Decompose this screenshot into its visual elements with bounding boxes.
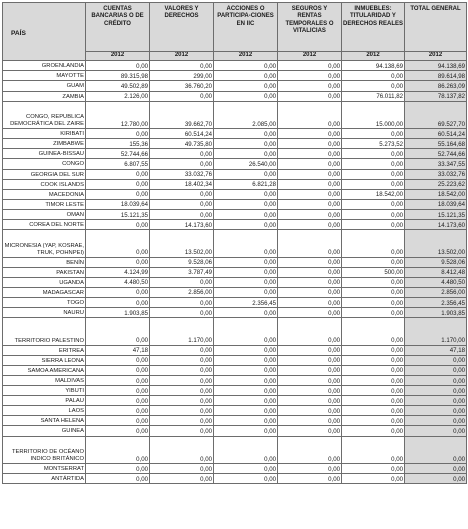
table-row bbox=[3, 365, 467, 375]
total-cell: 89.614,98 bbox=[405, 71, 467, 81]
inmuebles-cell: 0,00 bbox=[342, 209, 405, 219]
seguros-cell: 0,00 bbox=[278, 287, 342, 297]
acciones-cell: 0,00 bbox=[214, 91, 278, 101]
seguros-cell: 0,00 bbox=[278, 91, 342, 101]
inmuebles-cell: 76.011,82 bbox=[342, 91, 405, 101]
acciones-cell: 0,00 bbox=[214, 474, 278, 484]
cuentas-cell: 2.126,00 bbox=[86, 91, 150, 101]
valores-cell: 0,00 bbox=[150, 159, 214, 169]
country-cell: GUAM bbox=[3, 81, 86, 91]
country-cell: MACEDONIA bbox=[3, 189, 86, 199]
inmuebles-cell: 0,00 bbox=[342, 129, 405, 139]
country-cell: MONTSERRAT bbox=[3, 464, 86, 474]
header-row bbox=[3, 3, 467, 52]
valores-cell: 60.514,24 bbox=[150, 129, 214, 139]
table-row bbox=[3, 81, 467, 91]
country-cell: GUINEA-BISSAU bbox=[3, 149, 86, 159]
seguros-cell: 0,00 bbox=[278, 426, 342, 436]
table-row bbox=[3, 91, 467, 101]
seguros-cell: 0,00 bbox=[278, 355, 342, 365]
year-valores: 2012 bbox=[150, 52, 214, 61]
cuentas-cell: 52.744,66 bbox=[86, 149, 150, 159]
country-cell: PALAU bbox=[3, 396, 86, 406]
seguros-cell: 0,00 bbox=[278, 416, 342, 426]
country-cell: ZIMBABWE bbox=[3, 139, 86, 149]
cuentas-cell: 0,00 bbox=[86, 220, 150, 230]
cuentas-cell: 4.480,50 bbox=[86, 277, 150, 287]
year-seguros: 2012 bbox=[278, 52, 342, 61]
total-cell: 0,00 bbox=[405, 436, 467, 464]
table-row bbox=[3, 71, 467, 81]
table-row bbox=[3, 257, 467, 267]
seguros-cell: 0,00 bbox=[278, 169, 342, 179]
valores-cell: 0,00 bbox=[150, 365, 214, 375]
inmuebles-cell: 0,00 bbox=[342, 396, 405, 406]
valores-cell: 0,00 bbox=[150, 209, 214, 219]
acciones-cell: 0,00 bbox=[214, 318, 278, 346]
total-cell: 1.903,85 bbox=[405, 308, 467, 318]
country-cell: GEORGIA DEL SUR bbox=[3, 169, 86, 179]
seguros-cell: 0,00 bbox=[278, 129, 342, 139]
seguros-cell: 0,00 bbox=[278, 318, 342, 346]
seguros-cell: 0,00 bbox=[278, 230, 342, 258]
total-cell: 18.039,64 bbox=[405, 199, 467, 209]
total-cell: 55.164,68 bbox=[405, 139, 467, 149]
total-cell: 18.542,00 bbox=[405, 189, 467, 199]
valores-cell: 18.402,34 bbox=[150, 179, 214, 189]
inmuebles-cell: 94.138,69 bbox=[342, 61, 405, 71]
total-cell: 15.121,35 bbox=[405, 209, 467, 219]
inmuebles-cell: 0,00 bbox=[342, 297, 405, 307]
valores-cell: 0,00 bbox=[150, 189, 214, 199]
total-cell: 0,00 bbox=[405, 406, 467, 416]
country-cell: SIERRA LEONA bbox=[3, 355, 86, 365]
header-seguros: SEGUROS Y RENTAS TEMPORALES O VITALICIAS bbox=[278, 3, 342, 52]
country-cell: GUINEA bbox=[3, 426, 86, 436]
table-row bbox=[3, 396, 467, 406]
cuentas-cell: 0,00 bbox=[86, 406, 150, 416]
table-row bbox=[3, 267, 467, 277]
table-body bbox=[3, 61, 467, 484]
seguros-cell: 0,00 bbox=[278, 149, 342, 159]
total-cell: 69.527,70 bbox=[405, 101, 467, 129]
valores-cell: 0,00 bbox=[150, 464, 214, 474]
total-cell: 0,00 bbox=[405, 386, 467, 396]
total-cell: 78.137,82 bbox=[405, 91, 467, 101]
inmuebles-cell: 0,00 bbox=[342, 375, 405, 385]
acciones-cell: 0,00 bbox=[214, 230, 278, 258]
valores-cell: 49.735,80 bbox=[150, 139, 214, 149]
acciones-cell: 0,00 bbox=[214, 149, 278, 159]
valores-cell: 1.170,00 bbox=[150, 318, 214, 346]
seguros-cell: 0,00 bbox=[278, 375, 342, 385]
inmuebles-cell: 0,00 bbox=[342, 277, 405, 287]
valores-cell: 2.856,00 bbox=[150, 287, 214, 297]
table-row bbox=[3, 308, 467, 318]
seguros-cell: 0,00 bbox=[278, 464, 342, 474]
cuentas-cell: 0,00 bbox=[86, 426, 150, 436]
country-cell: MICRONESIA (YAP, KOSRAE, TRUK, POHNPEI) bbox=[3, 230, 86, 258]
valores-cell: 0,00 bbox=[150, 426, 214, 436]
acciones-cell: 6.821,28 bbox=[214, 179, 278, 189]
cuentas-cell: 18.039,64 bbox=[86, 199, 150, 209]
total-cell: 0,00 bbox=[405, 365, 467, 375]
total-cell: 0,00 bbox=[405, 375, 467, 385]
seguros-cell: 0,00 bbox=[278, 436, 342, 464]
inmuebles-cell: 500,00 bbox=[342, 267, 405, 277]
cuentas-cell: 0,00 bbox=[86, 287, 150, 297]
header-acciones: ACCIONES O PARTICIPA-CIONES EN IIC bbox=[214, 3, 278, 52]
table-row bbox=[3, 386, 467, 396]
inmuebles-cell: 0,00 bbox=[342, 474, 405, 484]
valores-cell: 13.502,00 bbox=[150, 230, 214, 258]
country-cell: SAMOA AMERICANA bbox=[3, 365, 86, 375]
acciones-cell: 0,00 bbox=[214, 436, 278, 464]
acciones-cell: 0,00 bbox=[214, 416, 278, 426]
valores-cell: 0,00 bbox=[150, 297, 214, 307]
acciones-cell: 0,00 bbox=[214, 71, 278, 81]
table-row bbox=[3, 209, 467, 219]
acciones-cell: 0,00 bbox=[214, 464, 278, 474]
table-row bbox=[3, 436, 467, 464]
seguros-cell: 0,00 bbox=[278, 199, 342, 209]
country-cell: MADAGASCAR bbox=[3, 287, 86, 297]
seguros-cell: 0,00 bbox=[278, 406, 342, 416]
cuentas-cell: 15.121,35 bbox=[86, 209, 150, 219]
total-cell: 33.347,55 bbox=[405, 159, 467, 169]
acciones-cell: 0,00 bbox=[214, 406, 278, 416]
valores-cell: 0,00 bbox=[150, 345, 214, 355]
cuentas-cell: 0,00 bbox=[86, 474, 150, 484]
header-cuentas: CUENTAS BANCARIAS O DE CRÉDITO bbox=[86, 3, 150, 52]
valores-cell: 0,00 bbox=[150, 406, 214, 416]
country-cell: ERITREA bbox=[3, 345, 86, 355]
table-row bbox=[3, 159, 467, 169]
seguros-cell: 0,00 bbox=[278, 71, 342, 81]
acciones-cell: 0,00 bbox=[214, 365, 278, 375]
inmuebles-cell: 0,00 bbox=[342, 426, 405, 436]
valores-cell: 0,00 bbox=[150, 277, 214, 287]
inmuebles-cell: 0,00 bbox=[342, 386, 405, 396]
country-cell: YIBUTI bbox=[3, 386, 86, 396]
inmuebles-cell: 18.542,00 bbox=[342, 189, 405, 199]
country-cell: COREA DEL NORTE bbox=[3, 220, 86, 230]
inmuebles-cell: 0,00 bbox=[342, 355, 405, 365]
total-cell: 0,00 bbox=[405, 464, 467, 474]
cuentas-cell: 0,00 bbox=[86, 318, 150, 346]
seguros-cell: 0,00 bbox=[278, 179, 342, 189]
valores-cell: 39.662,70 bbox=[150, 101, 214, 129]
table-row bbox=[3, 101, 467, 129]
seguros-cell: 0,00 bbox=[278, 139, 342, 149]
seguros-cell: 0,00 bbox=[278, 81, 342, 91]
table-row bbox=[3, 426, 467, 436]
header-country: PAÍS bbox=[3, 3, 86, 61]
cuentas-cell: 89.315,98 bbox=[86, 71, 150, 81]
valores-cell: 0,00 bbox=[150, 308, 214, 318]
valores-cell: 0,00 bbox=[150, 375, 214, 385]
cuentas-cell: 0,00 bbox=[86, 169, 150, 179]
country-cell: CONGO bbox=[3, 159, 86, 169]
acciones-cell: 0,00 bbox=[214, 189, 278, 199]
table-row bbox=[3, 287, 467, 297]
total-cell: 14.173,60 bbox=[405, 220, 467, 230]
acciones-cell: 0,00 bbox=[214, 267, 278, 277]
acciones-cell: 0,00 bbox=[214, 257, 278, 267]
valores-cell: 0,00 bbox=[150, 474, 214, 484]
cuentas-cell: 0,00 bbox=[86, 257, 150, 267]
acciones-cell: 0,00 bbox=[214, 220, 278, 230]
cuentas-cell: 0,00 bbox=[86, 189, 150, 199]
valores-cell: 0,00 bbox=[150, 149, 214, 159]
inmuebles-cell: 15.000,00 bbox=[342, 101, 405, 129]
inmuebles-cell: 0,00 bbox=[342, 318, 405, 346]
table-row bbox=[3, 139, 467, 149]
total-cell: 0,00 bbox=[405, 355, 467, 365]
seguros-cell: 0,00 bbox=[278, 209, 342, 219]
cuentas-cell: 0,00 bbox=[86, 297, 150, 307]
inmuebles-cell: 0,00 bbox=[342, 71, 405, 81]
country-cell: PAKISTAN bbox=[3, 267, 86, 277]
total-cell: 0,00 bbox=[405, 416, 467, 426]
seguros-cell: 0,00 bbox=[278, 277, 342, 287]
inmuebles-cell: 0,00 bbox=[342, 416, 405, 426]
table-row bbox=[3, 416, 467, 426]
table-row bbox=[3, 345, 467, 355]
cuentas-cell: 0,00 bbox=[86, 464, 150, 474]
total-cell: 0,00 bbox=[405, 396, 467, 406]
data-table bbox=[2, 2, 467, 484]
table-row bbox=[3, 220, 467, 230]
cuentas-cell: 0,00 bbox=[86, 230, 150, 258]
valores-cell: 299,00 bbox=[150, 71, 214, 81]
acciones-cell: 0,00 bbox=[214, 139, 278, 149]
acciones-cell: 0,00 bbox=[214, 81, 278, 91]
year-inmuebles: 2012 bbox=[342, 52, 405, 61]
country-cell: ANTÁRTIDA bbox=[3, 474, 86, 484]
valores-cell: 3.787,49 bbox=[150, 267, 214, 277]
seguros-cell: 0,00 bbox=[278, 396, 342, 406]
cuentas-cell: 0,00 bbox=[86, 61, 150, 71]
header-valores: VALORES Y DERECHOS bbox=[150, 3, 214, 52]
inmuebles-cell: 0,00 bbox=[342, 464, 405, 474]
table-row bbox=[3, 355, 467, 365]
cuentas-cell: 155,36 bbox=[86, 139, 150, 149]
valores-cell: 0,00 bbox=[150, 61, 214, 71]
cuentas-cell: 0,00 bbox=[86, 436, 150, 464]
table-row bbox=[3, 61, 467, 71]
valores-cell: 0,00 bbox=[150, 386, 214, 396]
header-total: TOTAL GENERAL bbox=[405, 3, 467, 52]
table-header bbox=[3, 3, 467, 61]
inmuebles-cell: 0,00 bbox=[342, 287, 405, 297]
acciones-cell: 0,00 bbox=[214, 277, 278, 287]
total-cell: 52.744,66 bbox=[405, 149, 467, 159]
valores-cell: 0,00 bbox=[150, 199, 214, 209]
seguros-cell: 0,00 bbox=[278, 61, 342, 71]
valores-cell: 0,00 bbox=[150, 355, 214, 365]
inmuebles-cell: 0,00 bbox=[342, 308, 405, 318]
acciones-cell: 2.356,45 bbox=[214, 297, 278, 307]
valores-cell: 9.528,06 bbox=[150, 257, 214, 267]
country-cell: CONGO, REPUBLICA DEMOCRÁTICA DEL ZAIRE bbox=[3, 101, 86, 129]
acciones-cell: 0,00 bbox=[214, 129, 278, 139]
total-cell: 86.263,09 bbox=[405, 81, 467, 91]
total-cell: 25.223,62 bbox=[405, 179, 467, 189]
total-cell: 0,00 bbox=[405, 426, 467, 436]
cuentas-cell: 6.807,55 bbox=[86, 159, 150, 169]
acciones-cell: 0,00 bbox=[214, 209, 278, 219]
inmuebles-cell: 0,00 bbox=[342, 159, 405, 169]
cuentas-cell: 49.502,89 bbox=[86, 81, 150, 91]
seguros-cell: 0,00 bbox=[278, 345, 342, 355]
table-row bbox=[3, 169, 467, 179]
valores-cell: 36.760,20 bbox=[150, 81, 214, 91]
year-total: 2012 bbox=[405, 52, 467, 61]
seguros-cell: 0,00 bbox=[278, 189, 342, 199]
inmuebles-cell: 0,00 bbox=[342, 179, 405, 189]
cuentas-cell: 12.780,00 bbox=[86, 101, 150, 129]
table-row bbox=[3, 277, 467, 287]
total-cell: 8.412,48 bbox=[405, 267, 467, 277]
country-cell: TERRITORIO PALESTINO bbox=[3, 318, 86, 346]
seguros-cell: 0,00 bbox=[278, 101, 342, 129]
valores-cell: 14.173,60 bbox=[150, 220, 214, 230]
inmuebles-cell: 0,00 bbox=[342, 81, 405, 91]
country-cell: ZAMBIA bbox=[3, 91, 86, 101]
country-cell: NAURU bbox=[3, 308, 86, 318]
country-cell: GROENLANDIA bbox=[3, 61, 86, 71]
total-cell: 1.170,00 bbox=[405, 318, 467, 346]
cuentas-cell: 1.903,85 bbox=[86, 308, 150, 318]
cuentas-cell: 0,00 bbox=[86, 396, 150, 406]
total-cell: 94.138,69 bbox=[405, 61, 467, 71]
inmuebles-cell: 0,00 bbox=[342, 169, 405, 179]
cuentas-cell: 0,00 bbox=[86, 129, 150, 139]
country-cell: MAYOTTE bbox=[3, 71, 86, 81]
acciones-cell: 0,00 bbox=[214, 426, 278, 436]
seguros-cell: 0,00 bbox=[278, 386, 342, 396]
country-cell: MALDIVAS bbox=[3, 375, 86, 385]
country-cell: KIRIBATI bbox=[3, 129, 86, 139]
acciones-cell: 0,00 bbox=[214, 308, 278, 318]
cuentas-cell: 0,00 bbox=[86, 386, 150, 396]
seguros-cell: 0,00 bbox=[278, 474, 342, 484]
country-cell: TERRITORIO DE OCÉANO INDICO BRITÁNICO bbox=[3, 436, 86, 464]
country-cell: COOK ISLANDS bbox=[3, 179, 86, 189]
seguros-cell: 0,00 bbox=[278, 159, 342, 169]
total-cell: 0,00 bbox=[405, 474, 467, 484]
valores-cell: 0,00 bbox=[150, 91, 214, 101]
acciones-cell: 2.085,00 bbox=[214, 101, 278, 129]
total-cell: 4.480,50 bbox=[405, 277, 467, 287]
total-cell: 60.514,24 bbox=[405, 129, 467, 139]
total-cell: 13.502,00 bbox=[405, 230, 467, 258]
table-row bbox=[3, 189, 467, 199]
country-cell: BENÍN bbox=[3, 257, 86, 267]
table-row bbox=[3, 464, 467, 474]
total-cell: 33.032,76 bbox=[405, 169, 467, 179]
acciones-cell: 0,00 bbox=[214, 199, 278, 209]
total-cell: 47,18 bbox=[405, 345, 467, 355]
table-row bbox=[3, 230, 467, 258]
valores-cell: 0,00 bbox=[150, 436, 214, 464]
table-row bbox=[3, 406, 467, 416]
inmuebles-cell: 0,00 bbox=[342, 436, 405, 464]
total-cell: 9.528,06 bbox=[405, 257, 467, 267]
table-row bbox=[3, 318, 467, 346]
acciones-cell: 0,00 bbox=[214, 61, 278, 71]
country-cell: SANTA HELENA bbox=[3, 416, 86, 426]
cuentas-cell: 0,00 bbox=[86, 375, 150, 385]
country-cell: UGANDA bbox=[3, 277, 86, 287]
valores-cell: 33.032,76 bbox=[150, 169, 214, 179]
seguros-cell: 0,00 bbox=[278, 308, 342, 318]
seguros-cell: 0,00 bbox=[278, 365, 342, 375]
acciones-cell: 26.540,00 bbox=[214, 159, 278, 169]
year-cuentas: 2012 bbox=[86, 52, 150, 61]
table-row bbox=[3, 179, 467, 189]
acciones-cell: 0,00 bbox=[214, 386, 278, 396]
table-row bbox=[3, 375, 467, 385]
inmuebles-cell: 0,00 bbox=[342, 365, 405, 375]
table-row bbox=[3, 149, 467, 159]
country-cell: LAOS bbox=[3, 406, 86, 416]
acciones-cell: 0,00 bbox=[214, 355, 278, 365]
cuentas-cell: 4.124,99 bbox=[86, 267, 150, 277]
cuentas-cell: 47,18 bbox=[86, 345, 150, 355]
seguros-cell: 0,00 bbox=[278, 297, 342, 307]
table-row bbox=[3, 199, 467, 209]
cuentas-cell: 0,00 bbox=[86, 416, 150, 426]
cuentas-cell: 0,00 bbox=[86, 365, 150, 375]
inmuebles-cell: 5.273,52 bbox=[342, 139, 405, 149]
country-cell: TOGO bbox=[3, 297, 86, 307]
acciones-cell: 0,00 bbox=[214, 375, 278, 385]
seguros-cell: 0,00 bbox=[278, 267, 342, 277]
total-cell: 2.356,45 bbox=[405, 297, 467, 307]
total-cell: 2.856,00 bbox=[405, 287, 467, 297]
acciones-cell: 0,00 bbox=[214, 169, 278, 179]
cuentas-cell: 0,00 bbox=[86, 179, 150, 189]
table-row bbox=[3, 474, 467, 484]
inmuebles-cell: 0,00 bbox=[342, 257, 405, 267]
acciones-cell: 0,00 bbox=[214, 345, 278, 355]
table-row bbox=[3, 297, 467, 307]
cuentas-cell: 0,00 bbox=[86, 355, 150, 365]
inmuebles-cell: 0,00 bbox=[342, 406, 405, 416]
inmuebles-cell: 0,00 bbox=[342, 230, 405, 258]
valores-cell: 0,00 bbox=[150, 416, 214, 426]
acciones-cell: 0,00 bbox=[214, 287, 278, 297]
inmuebles-cell: 0,00 bbox=[342, 149, 405, 159]
header-inmuebles: INMUEBLES: TITULARIDAD Y DERECHOS REALES bbox=[342, 3, 405, 52]
inmuebles-cell: 0,00 bbox=[342, 345, 405, 355]
acciones-cell: 0,00 bbox=[214, 396, 278, 406]
seguros-cell: 0,00 bbox=[278, 220, 342, 230]
country-cell: TIMOR LESTE bbox=[3, 199, 86, 209]
year-acciones: 2012 bbox=[214, 52, 278, 61]
inmuebles-cell: 0,00 bbox=[342, 220, 405, 230]
seguros-cell: 0,00 bbox=[278, 257, 342, 267]
country-cell: OMAN bbox=[3, 209, 86, 219]
valores-cell: 0,00 bbox=[150, 396, 214, 406]
inmuebles-cell: 0,00 bbox=[342, 199, 405, 209]
table-row bbox=[3, 129, 467, 139]
